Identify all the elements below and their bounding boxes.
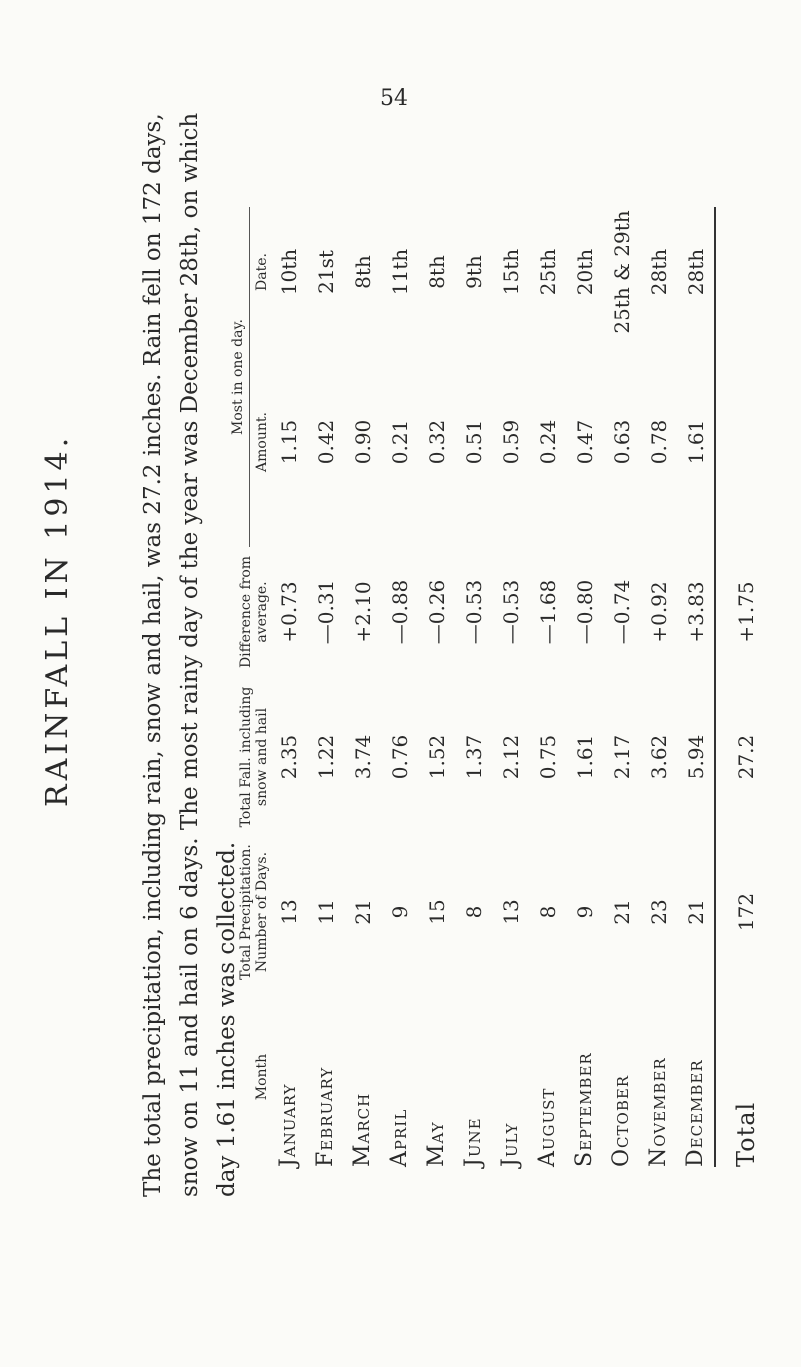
month-cell: December bbox=[683, 1059, 708, 1167]
table-row bbox=[344, 207, 381, 1167]
table-row bbox=[455, 207, 492, 1167]
difference-cell: +0.73 bbox=[276, 581, 301, 643]
date-cell: 28th bbox=[683, 248, 708, 296]
month-cell: July bbox=[498, 1122, 523, 1167]
fall-cell: 3.62 bbox=[646, 734, 671, 780]
header-difference: Difference from average. bbox=[238, 555, 270, 669]
month-cell: September bbox=[572, 1052, 597, 1167]
month-cell: August bbox=[535, 1087, 560, 1167]
date-cell: 11th bbox=[387, 248, 412, 296]
page-number: 54 bbox=[380, 86, 408, 111]
header-days: Total Precipitation. Number of Days. bbox=[238, 844, 270, 980]
date-cell: 28th bbox=[646, 248, 671, 296]
month-cell: November bbox=[646, 1057, 671, 1167]
month-cell: March bbox=[350, 1092, 375, 1167]
fall-cell: 2.17 bbox=[609, 734, 634, 780]
page-title: RAINFALL IN 1914. bbox=[40, 433, 75, 807]
table-row bbox=[307, 207, 344, 1167]
month-cell: October bbox=[609, 1074, 634, 1167]
total-difference: +1.75 bbox=[715, 547, 776, 677]
amount-cell: 0.63 bbox=[609, 419, 634, 465]
date-cell: 25th & 29th bbox=[609, 210, 634, 334]
difference-cell: —0.88 bbox=[387, 579, 412, 645]
difference-cell: —0.80 bbox=[572, 579, 597, 645]
difference-cell: —0.26 bbox=[424, 579, 449, 645]
table-row bbox=[603, 207, 640, 1167]
fall-cell: 2.12 bbox=[498, 734, 523, 780]
table-row bbox=[418, 207, 455, 1167]
total-days: 172 bbox=[715, 837, 776, 987]
amount-cell: 1.61 bbox=[683, 419, 708, 465]
header-amount: Amount. bbox=[254, 412, 270, 472]
fall-cell: 1.37 bbox=[461, 734, 486, 780]
date-cell: 9th bbox=[461, 255, 486, 289]
days-cell: 9 bbox=[572, 905, 597, 919]
days-cell: 15 bbox=[424, 899, 449, 925]
difference-cell: —0.31 bbox=[313, 579, 338, 645]
table-row bbox=[492, 207, 529, 1167]
difference-cell: —1.68 bbox=[535, 579, 560, 645]
days-cell: 8 bbox=[535, 905, 560, 919]
amount-cell: 0.42 bbox=[313, 419, 338, 465]
total-fall: 27.2 bbox=[715, 677, 776, 837]
difference-cell: +2.10 bbox=[350, 581, 375, 643]
amount-cell: 0.90 bbox=[350, 419, 375, 465]
date-cell: 21st bbox=[313, 250, 338, 294]
difference-cell: +3.83 bbox=[683, 581, 708, 643]
header-total-fall: Total Fall. including snow and hail bbox=[238, 686, 270, 828]
days-cell: 21 bbox=[609, 899, 634, 925]
intro-paragraph: The total precipitation, including rain, snow and hail, was 27.2 inches. Rain fell on 172 days, snow on 11 and hail on 6 days. The most rainy day of the year was December 28th, on which day 1.61 inches was collected. bbox=[140, 112, 240, 1197]
total-label: Total bbox=[715, 987, 776, 1167]
fall-cell: 1.52 bbox=[424, 734, 449, 780]
fall-cell: 1.22 bbox=[313, 734, 338, 780]
difference-cell: +0.92 bbox=[646, 581, 671, 643]
date-cell: 20th bbox=[572, 248, 597, 296]
header-date: Date. bbox=[254, 253, 270, 291]
date-cell: 25th bbox=[535, 248, 560, 296]
date-cell: 8th bbox=[424, 255, 449, 289]
month-cell: February bbox=[313, 1066, 338, 1167]
month-cell: May bbox=[424, 1121, 449, 1167]
fall-cell: 0.76 bbox=[387, 734, 412, 780]
fall-cell: 5.94 bbox=[683, 734, 708, 780]
fall-cell: 1.61 bbox=[572, 734, 597, 780]
header-most-in-one-day: Most in one day. bbox=[230, 207, 250, 547]
days-cell: 23 bbox=[646, 899, 671, 925]
table-row bbox=[566, 207, 603, 1167]
amount-cell: 0.51 bbox=[461, 419, 486, 465]
amount-cell: 0.59 bbox=[498, 419, 523, 465]
month-cell: April bbox=[387, 1108, 412, 1167]
amount-cell: 0.32 bbox=[424, 419, 449, 465]
difference-cell: —0.74 bbox=[609, 579, 634, 645]
table-row bbox=[677, 207, 715, 1167]
fall-cell: 3.74 bbox=[350, 734, 375, 780]
month-cell: June bbox=[461, 1117, 486, 1167]
days-cell: 13 bbox=[498, 899, 523, 925]
header-month: Month bbox=[254, 1053, 270, 1101]
days-cell: 21 bbox=[350, 899, 375, 925]
date-cell: 10th bbox=[276, 248, 301, 296]
total-row bbox=[715, 207, 776, 1167]
days-cell: 9 bbox=[387, 905, 412, 919]
difference-cell: —0.53 bbox=[498, 579, 523, 645]
fall-cell: 0.75 bbox=[535, 734, 560, 780]
table-row bbox=[270, 207, 307, 1167]
table-body bbox=[270, 207, 715, 1167]
amount-cell: 0.47 bbox=[572, 419, 597, 465]
table-row bbox=[529, 207, 566, 1167]
days-cell: 21 bbox=[683, 899, 708, 925]
date-cell: 8th bbox=[350, 255, 375, 289]
days-cell: 11 bbox=[313, 899, 338, 925]
amount-cell: 0.21 bbox=[387, 419, 412, 465]
days-cell: 13 bbox=[276, 899, 301, 925]
fall-cell: 2.35 bbox=[276, 734, 301, 780]
amount-cell: 1.15 bbox=[276, 419, 301, 465]
rainfall-table bbox=[230, 207, 776, 1167]
table-row bbox=[640, 207, 677, 1167]
table-row bbox=[381, 207, 418, 1167]
days-cell: 8 bbox=[461, 905, 486, 919]
date-cell: 15th bbox=[498, 248, 523, 296]
amount-cell: 0.24 bbox=[535, 419, 560, 465]
difference-cell: —0.53 bbox=[461, 579, 486, 645]
amount-cell: 0.78 bbox=[646, 419, 671, 465]
month-cell: January bbox=[276, 1083, 301, 1167]
